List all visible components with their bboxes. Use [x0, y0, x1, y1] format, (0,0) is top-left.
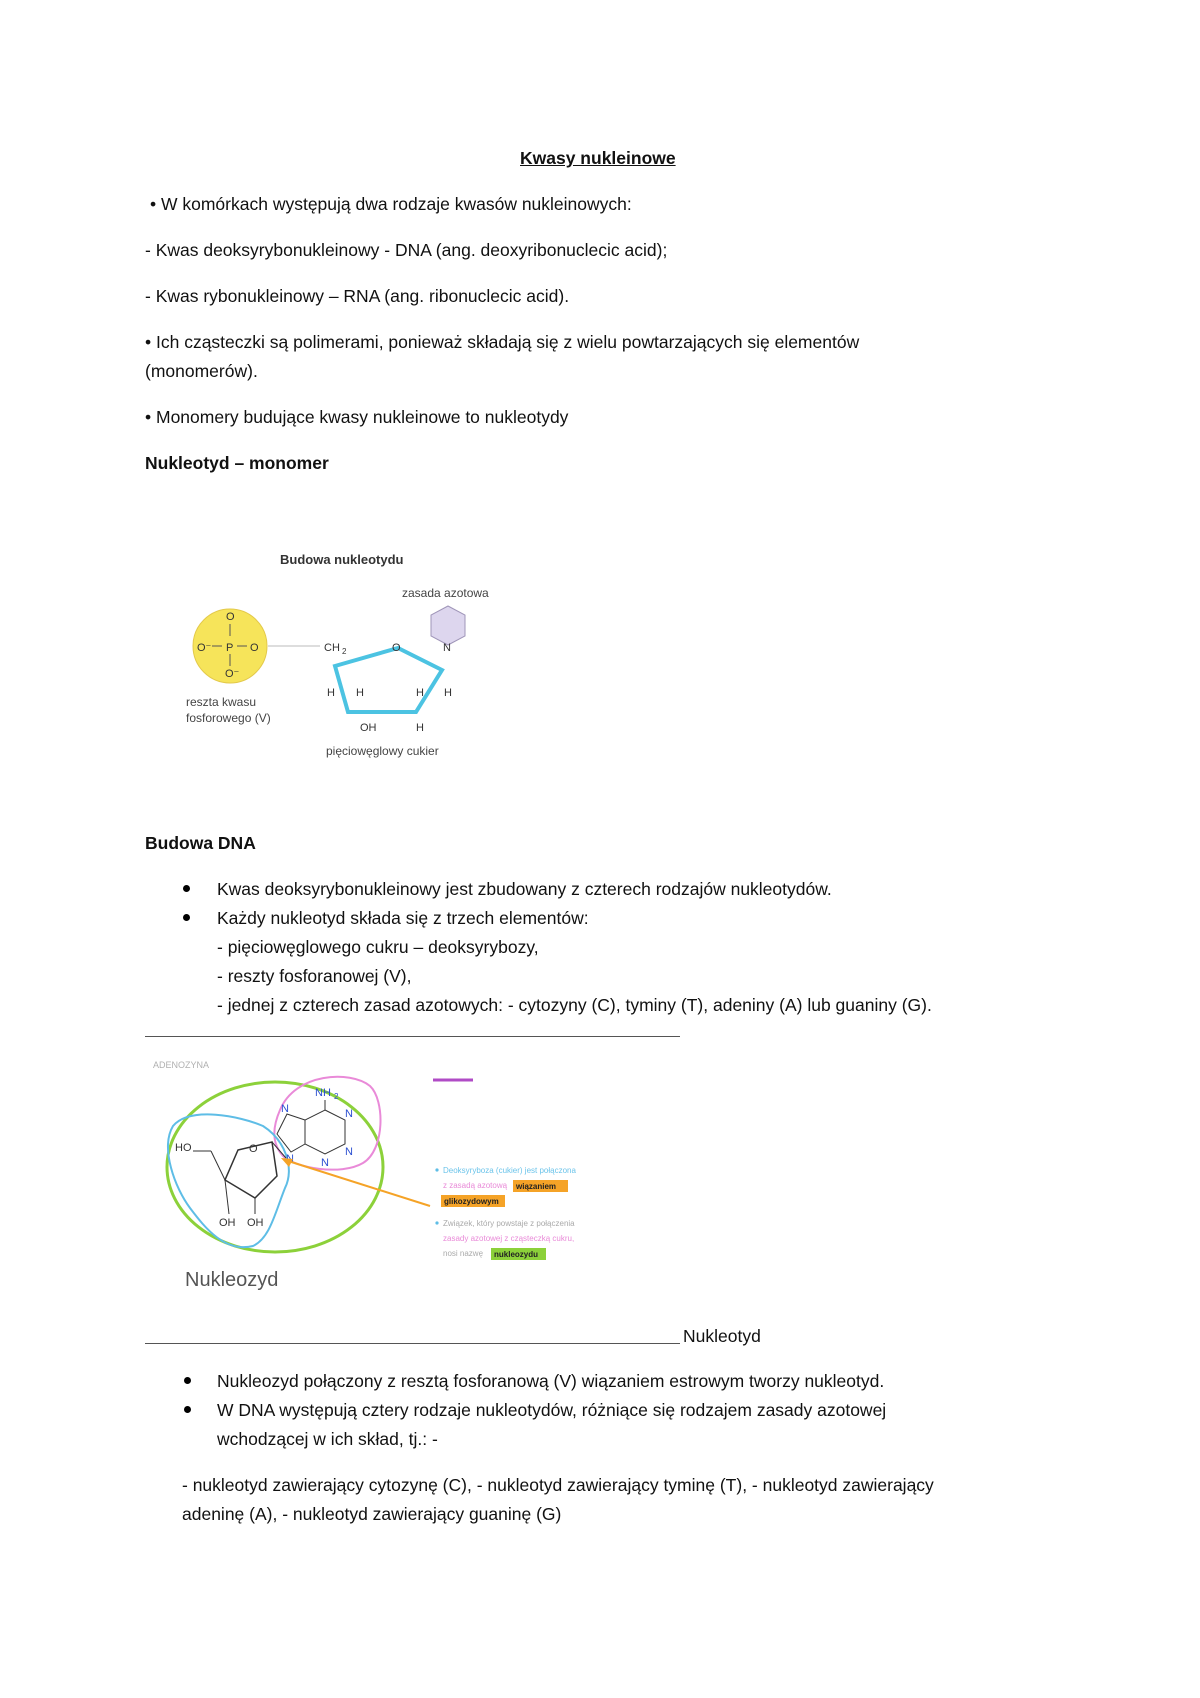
intro-bullet-3: • Monomery budujące kwasy nukleinowe to nukleotydy — [145, 407, 569, 427]
svg-text:OH: OH — [360, 722, 377, 734]
svg-text:2: 2 — [334, 1092, 339, 1101]
base-hexagon — [431, 606, 465, 645]
svg-text:P: P — [226, 642, 234, 654]
rna-definition: - Kwas rybonukleinowy – RNA (ang. ribonuclecic acid). — [145, 286, 570, 306]
dna-definition: - Kwas deoksyrybonukleinowy - DNA (ang. deoxyribonuclecic acid); — [145, 240, 668, 260]
base-label: zasada azotowa — [402, 586, 489, 600]
svg-text:OH: OH — [219, 1217, 236, 1229]
nucleoside-caption: Nukleozyd — [185, 1269, 279, 1291]
svg-text:H: H — [356, 687, 364, 699]
nucleotide-structure-figure — [180, 540, 510, 770]
intro-bullet-1: • W komórkach występują dwa rodzaje kwasów nukleinowych: — [150, 194, 632, 214]
dna-list-item-1: Kwas deoksyrybonukleinowy jest zbudowany z czterech rodzajów nukleotydów. — [217, 879, 832, 899]
figure-title: Budowa nukleotydu — [280, 552, 404, 567]
phosphate-label-2: fosforowego (V) — [186, 711, 271, 725]
intro-bullet-2-line-1: • Ich cząsteczki są polimerami, ponieważ składają się z wielu powtarzających się elementów — [145, 332, 860, 352]
adenosine-corner-label: ADENOZYNA — [153, 1060, 210, 1070]
closing-line-2: adeninę (A), - nukleotyd zawierający guaninę (G) — [182, 1504, 562, 1524]
svg-text:N: N — [443, 642, 451, 654]
nucleotide-line-label: Nukleotyd — [683, 1326, 761, 1346]
bullet-dot — [183, 914, 190, 921]
bullet-dot — [183, 885, 190, 892]
final-list-item-2-line-2: wchodzącej w ich skład, tj.: - — [217, 1429, 438, 1449]
svg-text:O: O — [249, 1143, 258, 1155]
legend-1b-highlight: wiązaniem — [516, 1182, 557, 1191]
svg-text:H: H — [416, 722, 424, 734]
closing-line-1: - nukleotyd zawierający cytozynę (C), - nukleotyd zawierający tyminę (T), - nukleotyd zawierający — [182, 1475, 934, 1495]
final-list-item-1: Nukleozyd połączony z resztą fosforanową (V) wiązaniem estrowym tworzy nukleotyd. — [217, 1371, 885, 1391]
legend-2b: zasady azotowej z cząsteczką cukru, — [443, 1234, 575, 1243]
phosphate-label-1: reszta kwasu — [186, 695, 257, 709]
svg-text:N: N — [321, 1157, 329, 1169]
legend-1a: Deoksyryboza (cukier) jest połączona — [443, 1166, 576, 1175]
bullet-dot — [184, 1377, 191, 1384]
intro-bullet-2-line-2: (monomerów). — [145, 361, 258, 381]
dna-list-item-2: Każdy nukleotyd składa się z trzech elementów: — [217, 908, 589, 928]
nucleoside-figure — [145, 1048, 645, 1298]
legend-2c-highlight: nukleozydu — [494, 1250, 539, 1259]
section-heading-nucleotide: Nukleotyd – monomer — [145, 453, 329, 473]
svg-text:O: O — [250, 642, 259, 654]
svg-text:NH: NH — [315, 1087, 331, 1099]
svg-text:N: N — [281, 1103, 289, 1115]
svg-text:H: H — [416, 687, 424, 699]
svg-text:O⁻: O⁻ — [225, 668, 240, 680]
legend-1c-highlight: glikozydowym — [444, 1197, 499, 1206]
page-title: Kwasy nukleinowe — [520, 148, 676, 168]
legend-1b: z zasadą azotową — [443, 1181, 508, 1190]
svg-text:O: O — [392, 642, 401, 654]
svg-text:O⁻: O⁻ — [197, 642, 212, 654]
legend-2a: Związek, który powstaje z połączenia — [443, 1219, 575, 1228]
svg-text:2: 2 — [342, 647, 347, 656]
final-list-item-2-line-1: W DNA występują cztery rodzaje nukleotydów, różniące się rodzajem zasady azotowej — [217, 1400, 887, 1420]
svg-text:N: N — [345, 1146, 353, 1158]
svg-text:HO: HO — [175, 1142, 192, 1154]
svg-text:OH: OH — [247, 1217, 264, 1229]
svg-text:H: H — [327, 687, 335, 699]
divider-line — [145, 1036, 680, 1037]
dna-sub-item-1: - pięciowęglowego cukru – deoksyrybozy, — [217, 937, 539, 957]
svg-text:H: H — [444, 687, 452, 699]
svg-text:N: N — [345, 1108, 353, 1120]
dna-sub-item-3: - jednej z czterech zasad azotowych: - cytozyny (C), tyminy (T), adeniny (A) lub guaniny (G). — [217, 995, 932, 1015]
sugar-label: pięciowęglowy cukier — [326, 744, 439, 758]
section-heading-dna: Budowa DNA — [145, 833, 256, 853]
nucleotide-divider-line — [145, 1343, 680, 1344]
svg-text:CH: CH — [324, 642, 340, 654]
bullet-dot — [184, 1406, 191, 1413]
svg-text:O: O — [226, 611, 235, 623]
legend-2c: nosi nazwę — [443, 1249, 484, 1258]
dna-sub-item-2: - reszty fosforanowej (V), — [217, 966, 412, 986]
